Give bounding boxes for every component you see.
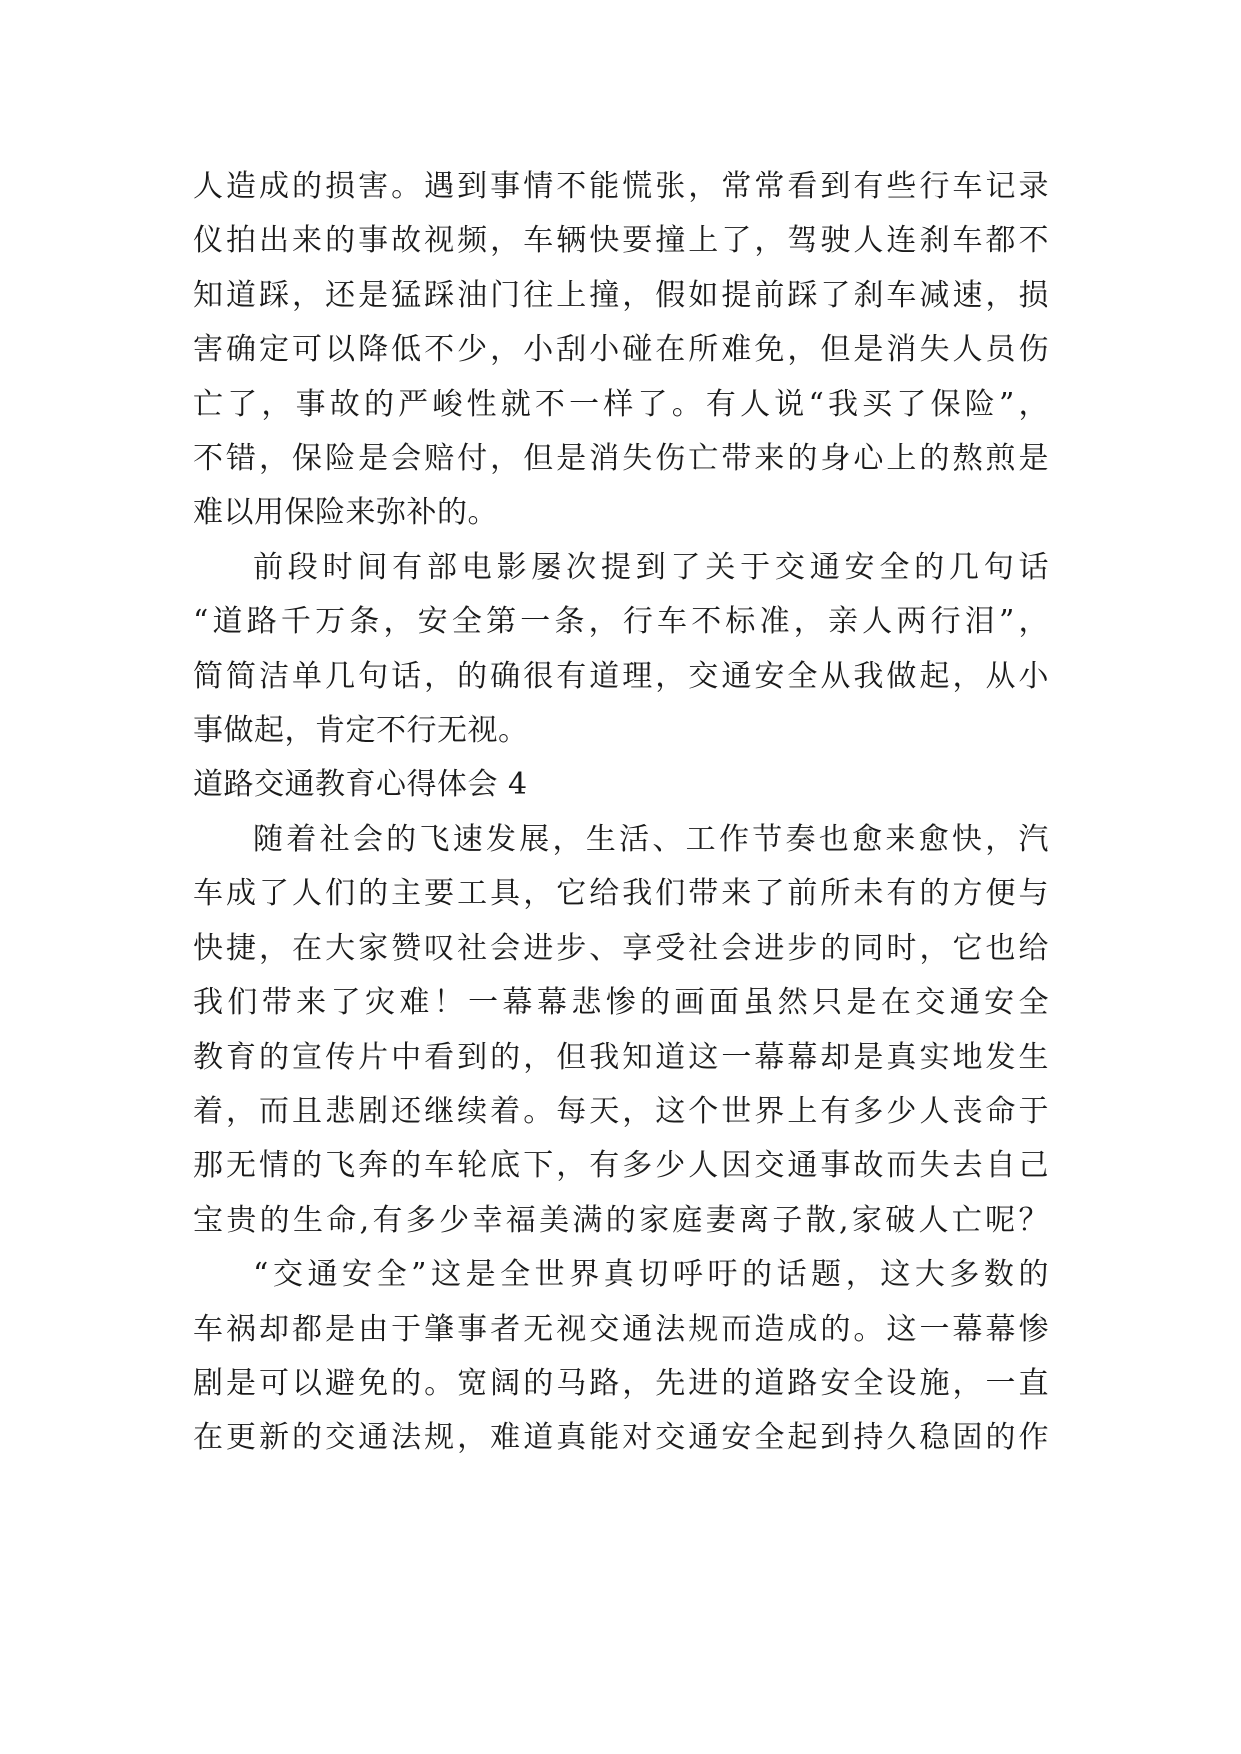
text-line: 害确定可以降低不少，小刮小碰在所难免，但是消失人员伤: [193, 332, 1049, 368]
text-line: 在更新的交通法规，难道真能对交通安全起到持久稳固的作: [193, 1420, 1049, 1456]
text-line: 宝贵的生命,有多少幸福美满的家庭妻离子散,家破人亡呢？: [193, 1202, 1049, 1238]
text-line: “交通安全”这是全世界真切呼吁的话题，这大多数的: [253, 1257, 1049, 1293]
text-line: 快捷，在大家赞叹社会进步、享受社会进步的同时，它也给: [193, 930, 1049, 966]
text-line: 仪拍出来的事故视频，车辆快要撞上了，驾驶人连刹车都不: [193, 223, 1049, 259]
paragraph-4: [193, 1248, 1049, 1466]
document-page: [193, 160, 1049, 1466]
text-line: 人造成的损害。遇到事情不能慌张，常常看到有些行车记录: [193, 169, 1049, 204]
text-line: 简简洁单几句话，的确很有道理，交通安全从我做起，从小: [193, 658, 1049, 694]
text-line: 随着社会的飞速发展，生活、工作节奏也愈来愈快，汽: [253, 821, 1049, 857]
text-line: 教育的宣传片中看到的，但我知道这一幕幕却是真实地发生: [193, 1039, 1049, 1075]
text-line: 难以用保险来弥补的。: [193, 495, 498, 531]
text-line: 那无情的飞奔的车轮底下，有多少人因交通事故而失去自己: [193, 1148, 1049, 1184]
text-line: “道路千万条，安全第一条，行车不标准，亲人两行泪”，: [193, 604, 1049, 640]
text-line: 事做起，肯定不行无视。: [193, 713, 529, 749]
text-line: 我们带来了灾难！一幕幕悲惨的画面虽然只是在交通安全: [193, 985, 1049, 1021]
text-line: 车成了人们的主要工具，它给我们带来了前所未有的方便与: [193, 876, 1049, 912]
paragraph-3: [193, 813, 1049, 1248]
section-heading-block: [193, 758, 1049, 812]
paragraph-1: [193, 160, 1049, 541]
text-line: 剧是可以避免的。宽阔的马路，先进的道路安全设施，一直: [193, 1365, 1049, 1401]
text-line: 着，而且悲剧还继续着。每天，这个世界上有多少人丧命于: [193, 1093, 1049, 1129]
text-line: 不错，保险是会赔付，但是消失伤亡带来的身心上的熬煎是: [193, 441, 1049, 477]
text-line: 前段时间有部电影屡次提到了关于交通安全的几句话: [253, 549, 1049, 585]
paragraph-2: [193, 541, 1049, 759]
text-line: 知道踩，还是猛踩油门往上撞，假如提前踩了刹车减速，损: [193, 277, 1049, 313]
section-heading: 道路交通教育心得体会 4: [193, 767, 528, 803]
text-line: 亡了，事故的严峻性就不一样了。有人说“我买了保险”，: [193, 386, 1049, 422]
text-line: 车祸却都是由于肇事者无视交通法规而造成的。这一幕幕惨: [193, 1311, 1049, 1347]
